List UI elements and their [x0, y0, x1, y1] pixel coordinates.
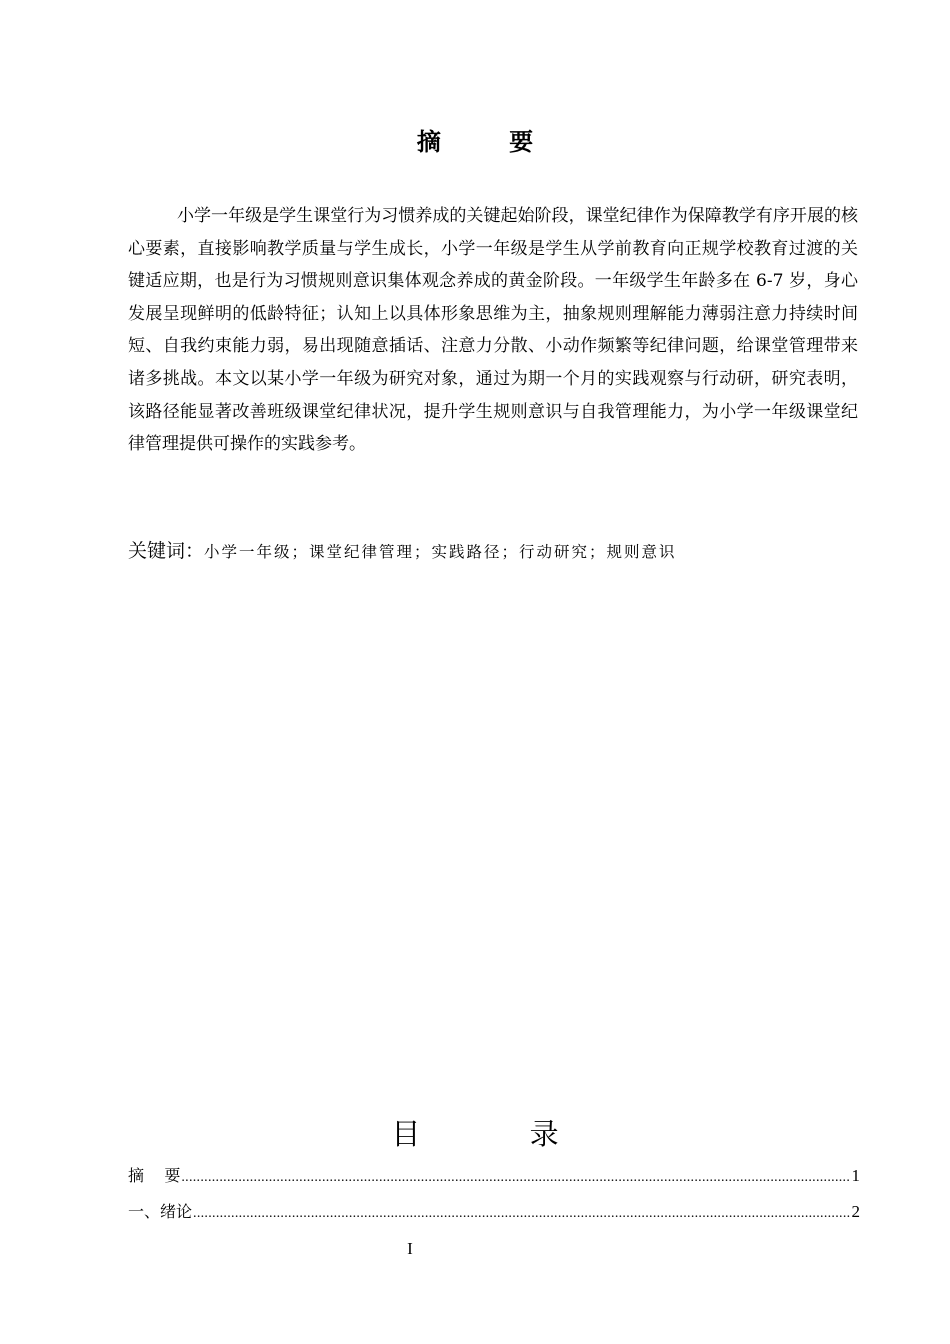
toc-list: [128, 1161, 860, 1233]
keywords-text: 小学一年级；课堂纪律管理；实践路径；行动研究；规则意识: [204, 543, 677, 561]
toc-title: 目 录: [391, 1117, 609, 1151]
abstract-title: 摘 要: [416, 128, 564, 156]
toc-dot-leader: [193, 1199, 850, 1229]
keywords-line: [128, 537, 858, 566]
toc-item-label: 一、绪论: [128, 1202, 193, 1221]
keywords-label: 关键词：: [128, 540, 205, 562]
toc-item-introduction[interactable]: [128, 1197, 860, 1233]
toc-item-label: 摘 要: [128, 1166, 181, 1185]
toc-item-page: 2: [851, 1202, 860, 1221]
page-number: I: [407, 1239, 413, 1258]
toc-item-abstract[interactable]: [128, 1161, 860, 1197]
abstract-body: 小学一年级是学生课堂行为习惯养成的关键起始阶段，课堂纪律作为保障教学有序开展的核心要素，直接影响教学质量与学生成长，小学一年级是学生从学前教育向正规学校教育过渡的关键适应期，也是行为习惯规则意识集体观念养成的黄金阶段。一年级学生年龄多在 6-7 岁，身心发展呈现鲜明的低龄特征；认知上以具体形象思维为主，抽象规则理解能力薄弱注意力持续时间短、自我约束能力弱，易出现随意插话、注意力分散、小动作频繁等纪律问题，给课堂管理带来诸多挑战。本文以某小学一年级为研究对象，通过为期一个月的实践观察与行动研，研究表明，该路径能显著改善班级课堂纪律状况，提升学生规则意识与自我管理能力，为小学一年级课堂纪律管理提供可操作的实践参考。: [128, 206, 858, 455]
toc-dot-leader: [181, 1163, 850, 1193]
toc-item-page: 1: [851, 1166, 860, 1185]
